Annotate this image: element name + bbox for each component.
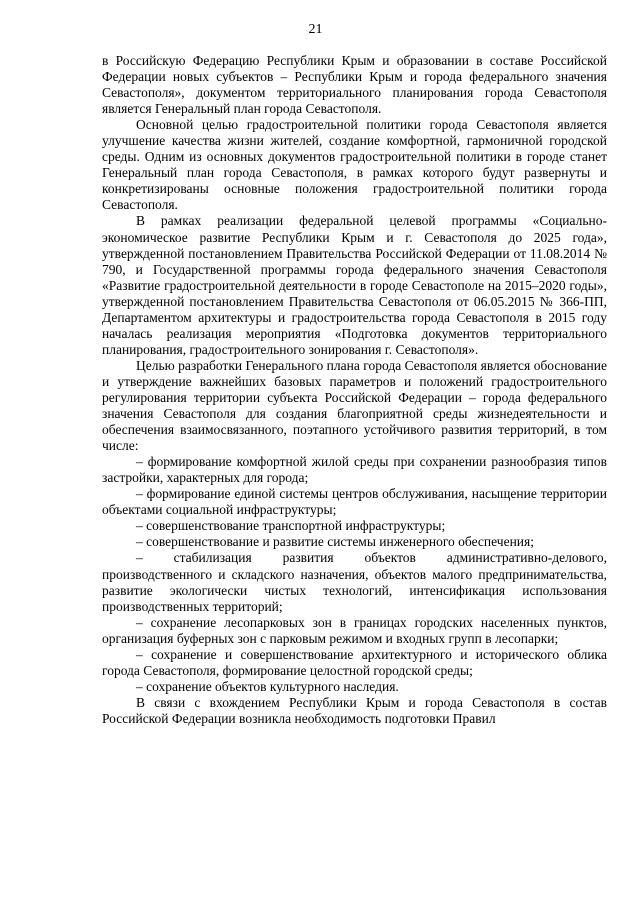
list-item: – сохранение лесопарковых зон в границах городских населенных пунктов, организация буферных зон с парковым режимом и входных групп в лесопарки; (102, 614, 607, 646)
body-text (102, 53, 607, 727)
list-item: – формирование комфортной жилой среды при сохранении разнообразия типов застройки, характерных для города; (102, 454, 607, 486)
list-item: – совершенствование транспортной инфраструктуры; (136, 518, 446, 534)
list-item: – формирование единой системы центров обслуживания, насыщение территории объектами социальной инфраструктуры; (102, 486, 607, 518)
list-item: – стабилизация развития объектов административно-делового, производственного и складского назначения, объектов малого предпринимательства, развитие экологически чистых технологий, интенсификация использования производственных территорий; (102, 550, 607, 614)
paragraph: в Российскую Федерацию Республики Крым и образовании в составе Российской Федерации новых субъектов – Республики Крым и города федерального значения Севастополя», документом территориального планирования города Севастополя является Генеральный план города Севастополя. (102, 53, 607, 117)
paragraph: Основной целью градостроительной политики города Севастополя является улучшение качества жизни жителей, создание комфортной, гармоничной городской среды. Одним из основных документов градостроительной политики в городе станет Генеральный план города Севастополя, в рамках которого будут развернуты и конкретизированы основные положения градостроительной политики города Севастополя. (102, 117, 607, 213)
list-item: – сохранение объектов культурного наследия. (136, 678, 399, 694)
list-item: – сохранение и совершенствование архитектурного и исторического облика города Севастополя, формирование целостной городской среды; (102, 646, 607, 678)
list-item: – совершенствование и развитие системы инженерного обеспечения; (136, 534, 534, 550)
paragraph: В рамках реализации федеральной целевой программы «Социально-экономическое развитие Республики Крым и г. Севастополя до 2025 года», утвержденной постановлением Правительства Российской Федерации от 11.08.2014 № 790, и Государственной программы города федерального значения Севастополя «Развитие градостроительной деятельности в городе Севастополе на 2015–2020 годы», утвержденной постановлением Правительства Севастополя от 06.05.2015 № 366-ПП, Департаментом архитектуры и градостроительства города Севастополя в 2015 году началась реализация мероприятия «Подготовка документов территориального планирования, градостроительного зонирования г. Севастополя». (102, 213, 607, 357)
page-number: 21 (308, 22, 323, 37)
paragraph: Целью разработки Генерального плана города Севастополя является обоснование и утверждение важнейших базовых параметров и положений градостроительного регулирования территории субъекта Российской Федерации – города федерального значения Севастополя для создания благоприятной среды жизнедеятельности и обеспечения взаимосвязанного, поэтапного устойчивого развития территорий, в том числе: (102, 357, 607, 454)
paragraph: В связи с вхождением Республики Крым и города Севастополя в состав Российской Федерации возникла необходимость подготовки Правил (102, 694, 607, 726)
